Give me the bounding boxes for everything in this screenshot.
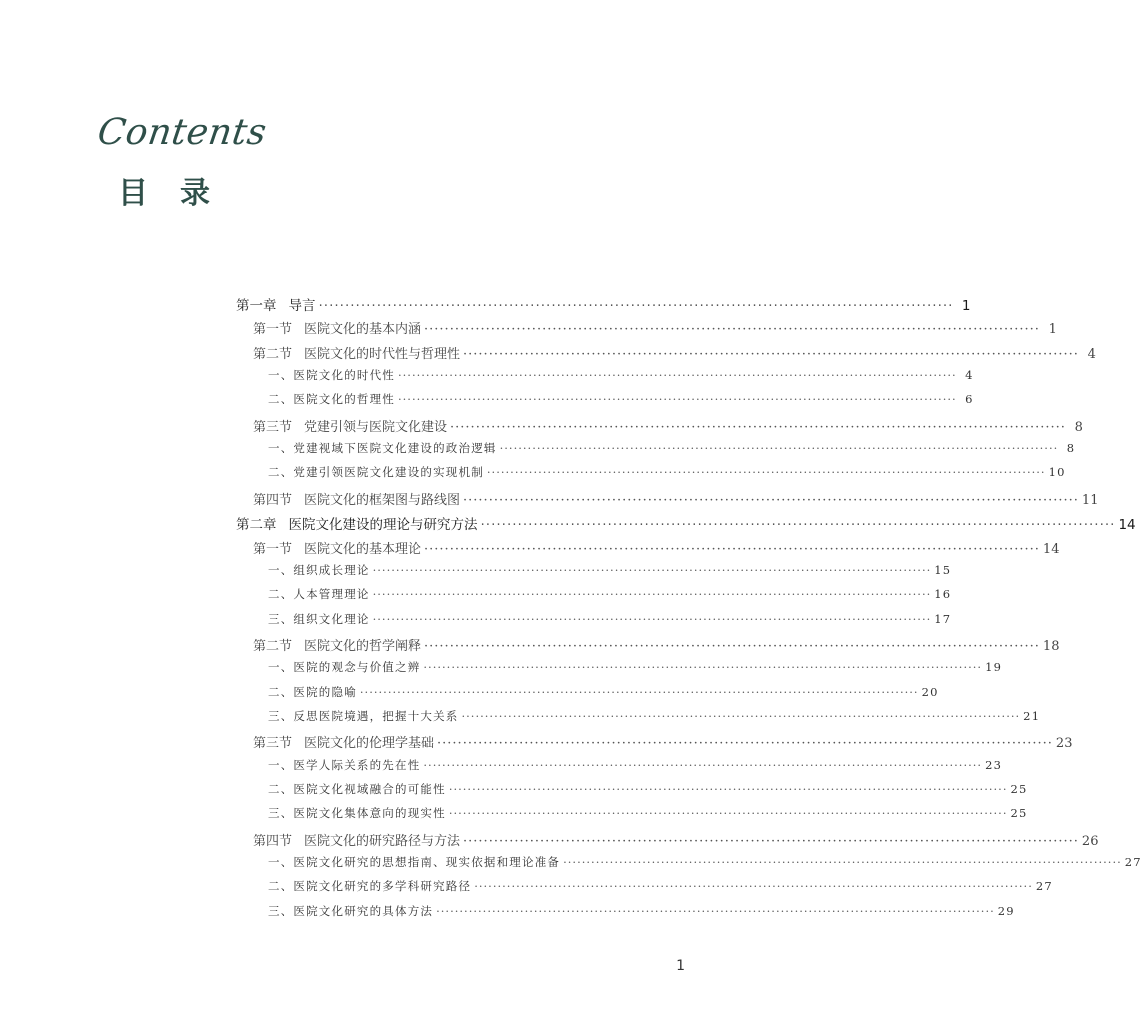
toc-entry-page: 25 xyxy=(1010,806,1028,821)
dot-leader: ························································································································ xyxy=(474,879,1033,894)
dot-leader: ························································································································ xyxy=(437,736,1053,752)
toc-entry[interactable] xyxy=(268,903,1015,923)
dot-leader: ························································································································ xyxy=(424,638,1040,654)
dot-leader: ························································································································ xyxy=(372,562,932,577)
toc-entry-number: 第一节 xyxy=(253,322,293,338)
toc-entry-label xyxy=(268,440,497,456)
toc-entry[interactable] xyxy=(268,854,1142,874)
toc-entry-label xyxy=(268,854,560,870)
dot-leader: ························································································································ xyxy=(372,611,932,626)
toc-entry-title: 二、医院文化视域融合的可能性 xyxy=(268,782,446,796)
toc-entry[interactable] xyxy=(268,781,1028,801)
toc-entry-page: 8 xyxy=(1074,419,1083,435)
toc-entry[interactable] xyxy=(268,367,974,387)
toc-entry[interactable] xyxy=(253,416,1083,436)
toc-entry-page: 11 xyxy=(1081,492,1099,508)
toc-entry-label xyxy=(268,805,446,821)
toc-entry[interactable] xyxy=(268,586,952,606)
toc-entry-title: 二、医院文化研究的多学科研究路径 xyxy=(268,879,472,894)
toc-entry-title: 一、医院文化的时代性 xyxy=(268,368,395,383)
toc-entry[interactable] xyxy=(268,611,952,631)
toc-entry-page: 14 xyxy=(1042,541,1060,557)
toc-entry[interactable] xyxy=(268,440,1076,460)
page-number: 1 xyxy=(676,958,685,974)
dot-leader: ························································································································ xyxy=(372,587,932,602)
toc-entry[interactable] xyxy=(253,489,1099,509)
dot-leader: ························································································································ xyxy=(424,541,1040,557)
toc-entry-number: 第四节 xyxy=(253,833,293,849)
toc-entry-title: 二、人本管理理论 xyxy=(268,587,370,602)
toc-entry-label xyxy=(268,611,370,627)
toc-entry-title: 一、组织成长理论 xyxy=(268,562,370,577)
toc-entry[interactable] xyxy=(268,659,1003,679)
toc-entry[interactable] xyxy=(268,708,1041,728)
toc-entry-page: 23 xyxy=(1055,736,1073,752)
toc-entry-page: 6 xyxy=(965,392,974,407)
toc-entry-page: 27 xyxy=(1124,855,1142,870)
toc-entry[interactable] xyxy=(253,318,1057,338)
dot-leader: ························································································································ xyxy=(450,419,1066,435)
toc-title: 目录 xyxy=(118,176,242,211)
toc-entry-title: 二、党建引领医院文化建设的实现机制 xyxy=(268,465,484,480)
toc-entry-number: 第三节 xyxy=(253,736,293,752)
toc-entry-title: 一、医院文化研究的思想指南、现实依据和理论准备 xyxy=(268,855,561,870)
toc-entry-title: 医院文化的研究路径与方法 xyxy=(304,833,461,849)
toc-entry-label xyxy=(253,538,421,557)
toc-entry[interactable] xyxy=(268,391,974,411)
dot-leader: ························································································································ xyxy=(563,855,1122,870)
contents-heading: Contents xyxy=(95,112,270,153)
dot-leader: ························································································································ xyxy=(424,322,1040,338)
toc-entry-page: 21 xyxy=(1023,708,1041,723)
toc-entry-label xyxy=(253,416,447,435)
toc-entry-label xyxy=(268,781,446,797)
dot-leader: ························································································································ xyxy=(448,806,1008,821)
toc-entry-label xyxy=(268,586,370,602)
toc-entry[interactable] xyxy=(253,343,1096,363)
toc-entry-title: 一、医学人际关系的先在性 xyxy=(268,757,421,772)
toc-entry[interactable] xyxy=(253,635,1060,655)
toc-entry-page: 26 xyxy=(1081,833,1099,849)
toc-entry-number: 第二章 xyxy=(236,517,277,534)
toc-entry[interactable] xyxy=(236,513,1136,534)
toc-entry[interactable] xyxy=(268,684,939,704)
toc-entry-title: 党建引领与医院文化建设 xyxy=(304,419,448,435)
toc-entry-number: 第三节 xyxy=(253,419,293,435)
dot-leader: ························································································································ xyxy=(359,684,919,699)
dot-leader: ························································································································ xyxy=(463,833,1079,849)
toc-entry[interactable] xyxy=(268,464,1066,484)
toc-entry-label xyxy=(253,343,460,362)
toc-entry-page: 15 xyxy=(934,562,952,577)
toc-entry-title: 一、党建视域下医院文化建设的政治逻辑 xyxy=(268,441,497,456)
dot-leader: ························································································································ xyxy=(436,903,995,918)
toc-entry-label xyxy=(268,391,395,407)
toc-entry-title: 三、反思医院境遇，把握十大关系 xyxy=(268,708,459,723)
toc-entry-label xyxy=(253,318,421,337)
dot-leader: ························································································································ xyxy=(318,298,954,314)
toc-entry-label xyxy=(253,635,421,654)
dot-leader: ························································································································ xyxy=(398,368,957,383)
toc-entry[interactable] xyxy=(253,538,1060,558)
toc-entry[interactable] xyxy=(268,757,1003,777)
dot-leader: ························································································································ xyxy=(499,441,1059,456)
toc-entry-page: 17 xyxy=(934,611,952,626)
dot-leader: ························································································································ xyxy=(463,346,1079,362)
dot-leader: ························································································································ xyxy=(480,517,1116,534)
dot-leader: ························································································································ xyxy=(423,757,983,772)
toc-entry-number: 第二节 xyxy=(253,346,293,362)
toc-entry-page: 14 xyxy=(1118,517,1136,534)
toc-entry-title: 三、组织文化理论 xyxy=(268,611,370,626)
toc-entry-label xyxy=(253,830,460,849)
toc-entry-page: 10 xyxy=(1048,465,1066,480)
toc-entry-label xyxy=(268,367,395,383)
toc-entry-title: 三、医院文化集体意向的现实性 xyxy=(268,806,446,821)
toc-entry-label xyxy=(268,562,370,578)
toc-entry-number: 第四节 xyxy=(253,492,293,508)
toc-entry-page: 25 xyxy=(1010,782,1028,796)
dot-leader: ························································································································ xyxy=(461,708,1021,723)
toc-entry[interactable] xyxy=(268,562,952,582)
toc-entry[interactable] xyxy=(236,294,971,314)
toc-entry-label xyxy=(253,732,434,751)
toc-entry-page: 23 xyxy=(985,757,1003,772)
toc-entry-title: 医院文化建设的理论与研究方法 xyxy=(288,517,478,534)
toc-entry-title: 医院文化的框架图与路线图 xyxy=(304,492,461,508)
toc-entry-page: 1 xyxy=(1048,322,1057,338)
toc-entry-label xyxy=(268,464,484,480)
toc-entry-label xyxy=(236,513,478,533)
dot-leader: ························································································································ xyxy=(448,782,1008,796)
toc-entry-title: 二、医院文化的哲理性 xyxy=(268,392,395,407)
toc-entry-label xyxy=(268,684,357,700)
toc-entry-page: 20 xyxy=(921,684,939,699)
toc-entry-title: 医院文化的哲学阐释 xyxy=(304,638,422,654)
toc-entry-page: 19 xyxy=(985,660,1003,675)
toc-entry-title: 医院文化的伦理学基础 xyxy=(304,736,435,752)
toc-entry-page: 27 xyxy=(1035,879,1053,894)
toc-entry-title: 三、医院文化研究的具体方法 xyxy=(268,903,434,918)
toc-entry-page: 1 xyxy=(961,298,971,314)
toc-entry-title: 医院文化的时代性与哲理性 xyxy=(304,346,461,362)
toc-entry-label xyxy=(268,903,433,919)
toc-entry-number: 第二节 xyxy=(253,638,293,654)
toc-entry-page: 4 xyxy=(965,368,974,383)
dot-leader: ························································································································ xyxy=(463,492,1079,508)
toc-entry-label xyxy=(268,757,420,773)
toc-entry-page: 18 xyxy=(1042,638,1060,654)
toc-entry-number: 第一章 xyxy=(236,298,277,314)
toc-entry-page: 16 xyxy=(934,587,952,602)
toc-entry[interactable] xyxy=(268,805,1028,825)
toc-entry[interactable] xyxy=(253,732,1073,752)
toc-entry-label xyxy=(268,878,471,894)
toc-entry-title: 二、医院的隐喻 xyxy=(268,684,357,699)
toc-entry-label xyxy=(268,659,420,675)
toc-entry-page: 4 xyxy=(1087,346,1096,362)
toc-entry[interactable] xyxy=(268,878,1053,898)
toc-entry-title: 医院文化的基本内涵 xyxy=(304,322,422,338)
toc-entry-title: 一、医院的观念与价值之辨 xyxy=(268,660,421,675)
toc-entry-label xyxy=(253,489,460,508)
dot-leader: ························································································································ xyxy=(423,660,983,675)
toc-entry-page: 8 xyxy=(1066,441,1076,456)
dot-leader: ························································································································ xyxy=(398,392,957,407)
toc-entry[interactable] xyxy=(253,830,1099,850)
toc-entry-number: 第一节 xyxy=(253,541,293,557)
toc-entry-page: 29 xyxy=(997,903,1015,918)
toc-entry-title: 医院文化的基本理论 xyxy=(304,541,422,557)
dot-leader: ························································································································ xyxy=(486,465,1046,480)
toc-entry-label xyxy=(236,294,316,314)
toc-entry-label xyxy=(268,708,459,724)
toc-entry-title: 导言 xyxy=(288,298,316,314)
